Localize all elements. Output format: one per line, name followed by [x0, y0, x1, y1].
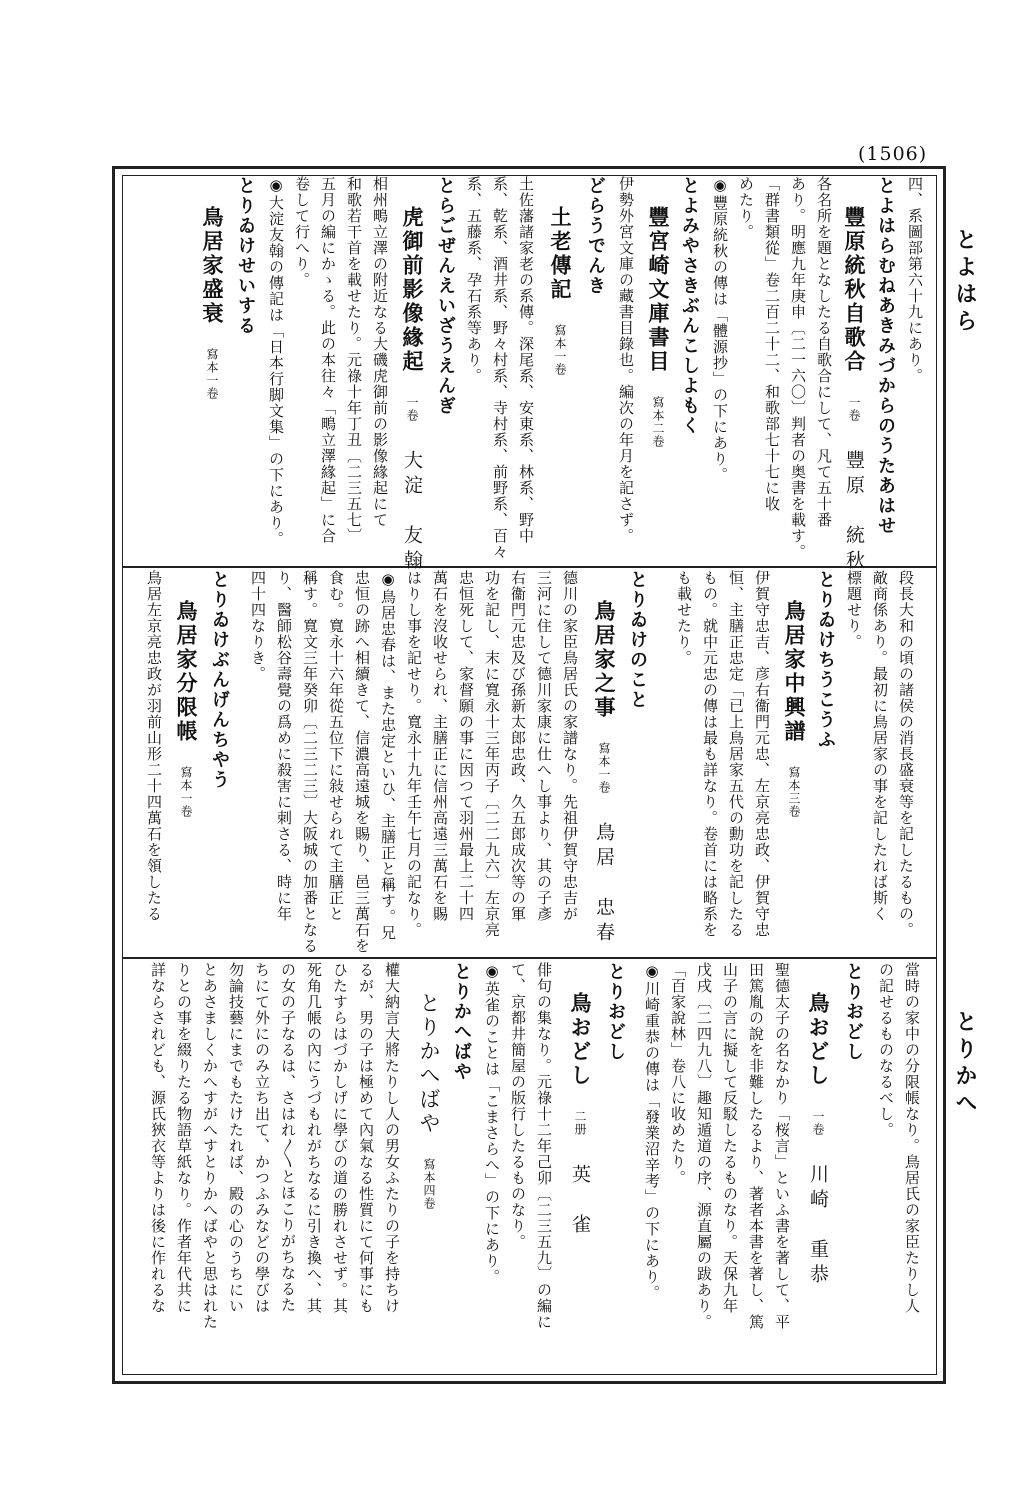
- text-line: もの。就中元忠の傳は最も詳なり。卷首には略系を: [701, 570, 719, 938]
- index-tab-bottom: とりかへ: [952, 1010, 977, 1118]
- entry-title: 土老傳記: [548, 206, 573, 302]
- text-line: 標題せり。: [845, 570, 863, 650]
- text-line: 田篤胤の說を非難したるより、著者本書を著し、篤: [747, 962, 765, 1330]
- text-line: めたり。: [737, 176, 755, 240]
- text-line: 各名所を題となしたる自歌合にして、凡て五十番: [815, 176, 833, 528]
- text-line: り、醫師松谷壽覺の爲めに殺害に刺さる、時に年: [275, 570, 293, 922]
- text-line: 和歌若干首を載せたり。元祿十年丁丑〔二三五七〕: [345, 176, 363, 544]
- entry-heading: とりかへばや: [451, 962, 472, 1082]
- entry-title-line: [400, 176, 425, 575]
- entry-volume: 一卷: [847, 396, 861, 422]
- entry-heading: とりおどし: [605, 962, 626, 1062]
- entry-heading: とらごぜんえいざうえんぎ: [435, 176, 456, 416]
- section-2: [122, 570, 937, 956]
- text-line: ひたすらはづかしげに學びの道の勝れさせず。其: [331, 962, 349, 1314]
- entry-title: 鳥居家盛衰: [200, 206, 225, 326]
- text-line: 聖德太子の名なかり「桜言」といふ書を著して、平: [773, 962, 791, 1330]
- entry-title-line: [784, 570, 805, 960]
- text-line: 權大納言大將たりし人の男女ふたりの子を持ちけ: [383, 962, 401, 1314]
- text-line: 德川の家臣鳥居氏の家譜なり。先祖伊賀守忠吉が: [561, 570, 579, 922]
- text-line: 四、系圖部第六十九にあり。: [906, 176, 924, 384]
- text-line: 段長大和の頃の諸侯の消長盛衰等を記したるもの。: [897, 570, 915, 938]
- text-line: 右衞門元忠及び孫新太郎忠政、久五郎成次等の軍: [509, 570, 527, 922]
- text-line: 系、乾系、酒井系、野々村系、寺村系、前野系、百々: [491, 176, 509, 560]
- text-line: ◉英雀のことは「こまさらへ」の下にあり。: [483, 962, 501, 1285]
- text-line: 土佐藩諸家老の系傳。深尾系、安東系、林系、野中: [517, 176, 535, 544]
- text-line: ◉豐原統秋の傳は「體源抄」の下にあり。: [711, 176, 729, 483]
- text-line: ちにて外にのみ立ち出て、かつふみなどの學びは: [253, 962, 271, 1314]
- text-line: 「百家說林」卷八に收めたり。: [669, 962, 687, 1186]
- entry-title: 鳥居家中興譜: [782, 600, 807, 744]
- text-line: 系、五藤系、孕石系等あり。: [465, 176, 483, 384]
- entry-heading: とよはらむねあきみづからのうたあはせ: [875, 176, 896, 536]
- text-line: るが、男の子は極めて內氣なる性質にて何事にも: [357, 962, 375, 1314]
- entry-title-line: [570, 962, 591, 1362]
- entry-heading: とりゐけちうこうふ: [815, 570, 836, 750]
- text-line: 忠恒死して、家督願の事に因つて羽州最上二十四: [457, 570, 475, 922]
- section-3: [122, 962, 937, 1372]
- entry-author: 大淀 友翰: [401, 450, 423, 575]
- entry-title-line: [594, 570, 615, 960]
- text-line: 詳ならされども、源氏狹衣等よりは後に作れるな: [149, 962, 167, 1314]
- entry-title: 鳥居家之事: [592, 600, 617, 720]
- section-1: [122, 176, 937, 575]
- text-line: 伊勢外宮文庫の藏書目錄也。編次の年月を記さず。: [617, 176, 635, 544]
- entry-title: 豐原統秋自歌合: [842, 206, 867, 374]
- entry-heading: とりゐけせいする: [235, 176, 256, 336]
- entry-title-line: [550, 176, 571, 566]
- text-line: りとの事を綴りたる物語草紙なり。作者年代共に: [175, 962, 193, 1314]
- text-line: も載せたり。: [675, 570, 693, 666]
- entry-volume: 寫本一卷: [553, 324, 567, 376]
- text-line: 卷して行へり。: [293, 176, 311, 288]
- entry-title: 虎御前影像緣起: [400, 206, 425, 374]
- entry-title: とりかへばや: [417, 992, 441, 1136]
- entry-volume: 寫本三卷: [787, 766, 801, 818]
- entry-title-line: [808, 962, 829, 1362]
- index-tab-top: とよはら: [952, 228, 977, 336]
- text-line: 戊戌〔二四九八〕趣知遁道の序、源直屬の跋あり。: [695, 962, 713, 1330]
- text-line: 山子の言に擬して反駁したるものなり。天保九年: [721, 962, 739, 1314]
- text-line: とあさましくかへすがへすとりかへばやと思はれた: [201, 962, 219, 1330]
- text-line: 勿論技藝にまでもたけたれば、殿の心のうちにい: [227, 962, 245, 1314]
- entry-title-line: [202, 176, 223, 566]
- entry-title: 豐宮崎文庫書目: [646, 206, 671, 374]
- text-line: 五月の編にかゝる。此の本往々「鴫立澤緣起」に合: [319, 176, 337, 544]
- text-line: 敵商係あり。最初に鳥居家の事を記したれば斯く: [871, 570, 889, 922]
- entry-title-line: [842, 176, 867, 575]
- text-line: 三河に住して德川家康に仕へし事より、其の子彥: [535, 570, 553, 922]
- entry-title-line: [176, 570, 197, 960]
- entry-author: 豐原 統秋: [843, 450, 865, 575]
- text-line: 當時の家中の分限帳なり。鳥居氏の家臣たりし人: [903, 962, 921, 1314]
- text-line: ◉川崎重恭の傳は「發業沼辛考」の下にあり。: [643, 962, 661, 1301]
- section-divider-1: [122, 566, 937, 568]
- entry-author: 川崎 重恭: [807, 1164, 829, 1289]
- entry-volume: 二册: [573, 1110, 587, 1136]
- entry-title: 鳥おどし: [568, 992, 593, 1088]
- text-line: 鳥居左京亮忠政が羽前山形二十四萬石を領したる: [145, 570, 163, 922]
- text-line: 稱す。寬文三年癸卯〔二三二三〕大阪城の加番となる: [301, 570, 319, 954]
- entry-title-line: [418, 962, 439, 1362]
- entry-volume: 一卷: [811, 1110, 825, 1136]
- text-line: の記せるものなるべし。: [877, 962, 895, 1138]
- entry-volume: 寫本四卷: [422, 1158, 436, 1210]
- entry-heading: どらうでんき: [585, 176, 606, 296]
- entry-volume: 一卷: [405, 396, 419, 422]
- text-line: 死角几帳の內にうづもれがちなるに引き換へ、其: [305, 962, 323, 1314]
- text-line: 相州鴫立澤の附近なる大磯虎御前の影像緣起にて: [371, 176, 389, 528]
- text-line: はりし事を記せり。寬永十九年壬午七月の記なり。: [405, 570, 423, 938]
- entry-title: 鳥居家分限帳: [174, 600, 199, 744]
- text-line: て、京都井簡屋の版行したるものなり。: [509, 962, 527, 1250]
- entry-volume: 寫本一卷: [597, 742, 611, 794]
- page-number: (1506): [858, 143, 928, 165]
- entry-heading: とよみやさきぶんこしよもく: [679, 176, 700, 436]
- text-line: 伊賀守忠吉、彦右衞門元忠、左京亮忠政、伊賀守忠: [753, 570, 771, 938]
- text-line: 食む。寬永十六年從五位下に敍せられて主膳正と: [327, 570, 345, 922]
- text-line: ◉鳥居忠春は、また忠定といひ、主膳正と稱す。兄: [379, 570, 397, 941]
- entry-volume: 寫本一卷: [205, 348, 219, 400]
- entry-heading: とりおどし: [843, 962, 864, 1062]
- text-line: 忠恒の跡へ相續きて、信濃高遠城を賜り、邑三萬石を: [353, 570, 371, 954]
- text-line: ◉大淀友翰の傳記は「日本行脚文集」の下にあり。: [267, 176, 285, 547]
- text-line: あり。明應九年庚申〔二一六〇〕判者の奥書を載す。: [789, 176, 807, 560]
- text-line: 俳句の集なり。元祿十二年己卯〔二三五九〕の編に: [535, 962, 553, 1330]
- entry-author: 鳥居 忠春: [593, 822, 615, 947]
- entry-volume: 寫本二卷: [651, 396, 665, 448]
- entry-heading: とりゐけぶんげんちやう: [209, 570, 230, 790]
- text-line: 萬石を沒收せられ、主膳正に信州高遠三萬石を賜: [431, 570, 449, 922]
- entry-volume: 寫本一卷: [179, 766, 193, 818]
- text-line: 四十四なりき。: [249, 570, 267, 682]
- text-line: 功を記し、末に寬永十三年丙子〔二二九六〕左京亮: [483, 570, 501, 938]
- entry-heading: とりゐけのこと: [627, 570, 648, 710]
- entry-title: 鳥おどし: [806, 992, 831, 1088]
- text-line: 恒、主膳正忠定「已上鳥居家五代の勳功を記したる: [727, 570, 745, 938]
- section-divider-2: [122, 957, 937, 959]
- text-line: 「群書類從」卷二百二十二、和歌部七十七に收: [763, 176, 781, 512]
- entry-author: 英 雀: [569, 1164, 591, 1239]
- text-line: の女の子なるは、さはれ〳〵とほこりがちなるた: [279, 962, 297, 1313]
- entry-title-line: [648, 176, 669, 566]
